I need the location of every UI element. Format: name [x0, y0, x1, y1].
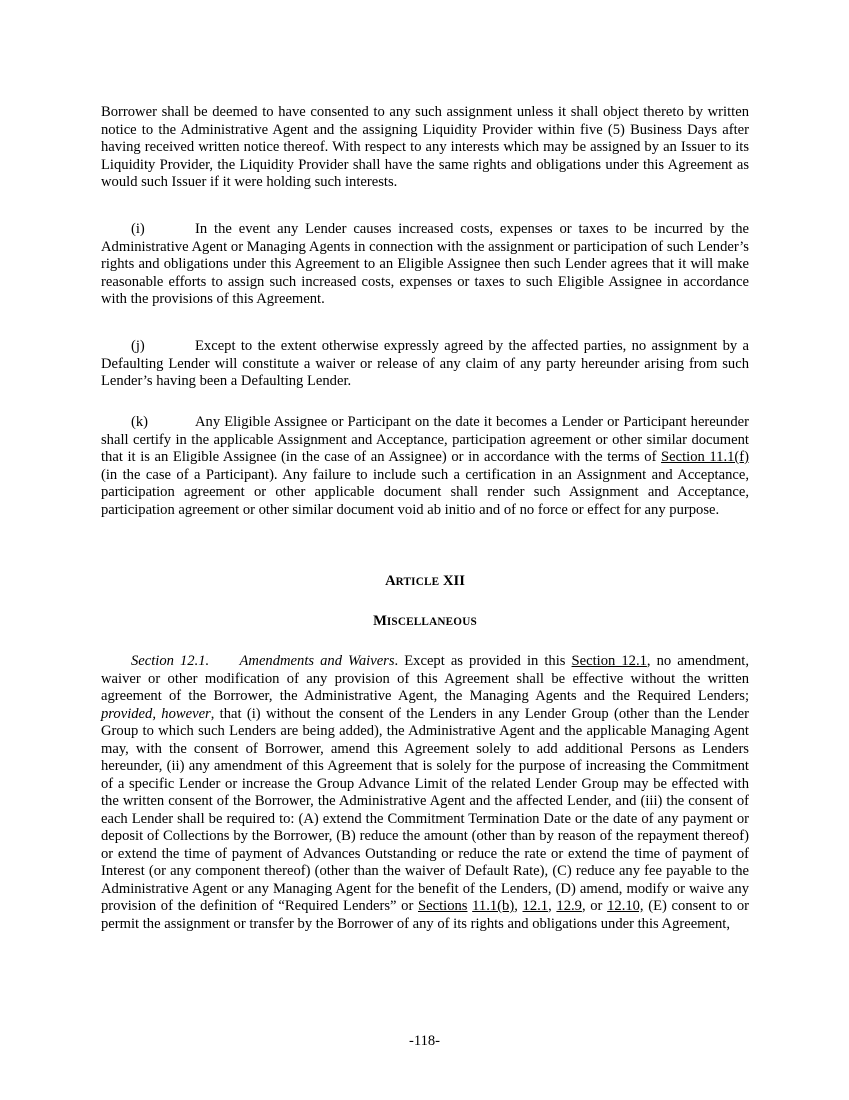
paragraph-text: Any Eligible Assignee or Participant on the date it becomes a Lender or Participant hereunder shall certify in the applicable Assignment and Acceptance, participation agreement or other similar document that it is an Eligible Assignee (in the case of an Assignee) or in accordance with the terms of [101, 414, 749, 465]
paragraph-assignment-consent [101, 104, 749, 192]
section-reference-link[interactable]: 12.10, [607, 898, 644, 914]
page-number: -118- [408, 1033, 441, 1049]
paragraph-text: (in the case of a Participant). Any failure to include such a certification in an Assignment and Acceptance, participation agreement or other applicable document shall render such Assignment and Acceptance, participation agreement or other similar document void ab initio and of no force or effect for any purpose. [101, 466, 749, 518]
paragraph-label: (i) [131, 221, 145, 237]
paragraph-k [101, 414, 749, 519]
paragraph-label: (k) [131, 414, 149, 430]
section-title: Amendments and Waivers [239, 653, 395, 669]
section-reference-link[interactable]: Sections [418, 898, 468, 914]
paragraph-j [101, 338, 749, 391]
section-reference-link[interactable]: Section 11.1(f) [661, 449, 750, 465]
section-number: Section 12.1. [131, 653, 210, 669]
paragraph-i [101, 221, 749, 309]
paragraph-label: (j) [131, 338, 145, 354]
section-reference-link[interactable]: 12.9 [556, 898, 582, 914]
paragraph-text: Borrower shall be deemed to have consented to any such assignment unless it shall object thereto by written notice to the Administrative Agent and the assigning Liquidity Provider within five (5) Business Days after having received written notice thereof. With respect to any interests which may be assigned by an Issuer to its Liquidity Provider, the Liquidity Provider shall have the same rights and obligations under this Agreement as would such Issuer if it were holding such interests. [101, 104, 749, 190]
article-title: MISCELLANEOUS [373, 613, 477, 629]
section-reference-link[interactable]: 11.1(b) [472, 898, 515, 914]
paragraph-text: Except to the extent otherwise expressly agreed by the affected parties, no assignment by a Defaulting Lender will constitute a waiver or release of any claim of any party hereunder arising from such Lender’s having been a Defaulting Lender. [101, 338, 749, 389]
section-reference-link[interactable]: 12.1 [522, 898, 549, 914]
section-reference-link[interactable]: Section 12.1 [571, 653, 647, 669]
paragraph-text: In the event any Lender causes increased costs, expenses or taxes to be incurred by the Administrative Agent or Managing Agents in connection with the assignment or participation of such Lender’s rights and obligations under this Agreement to an Eligible Assignee then such Lender agrees that it will make reasonable efforts to assign such increased costs, expenses or taxes to such Eligible Assignee in accordance with the provisions of this Agreement. [101, 221, 749, 307]
section-12-1-paragraph: Section 12.1. Amendments and Waivers. Except as provided in this Section 12.1, no amendment, waiver or other modification of any provision of this Agreement shall be effective without the written agreement of the Borrower, the Administrative Agent, the Managing Agents and the Required Lenders; provided, however, that (i) without the consent of the Lenders in any Lender Group (other than the Lender Group to which such Lenders are being added), the Administrative Agent and the applicable Managing Agent may, with the consent of Borrower, amend this Agreement solely to add additional Persons as Lenders hereunder, (ii) any amendment of this Agreement that is solely for the purpose of increasing the Commitment of a specific Lender or increase the Group Advance Limit of the related Lender Group may be effected with the written consent of the Borrower, the Administrative Agent and the affected Lender, and (iii) the consent of each Lender shall be required to: (A) extend the Commitment Termination Date or the date of any payment or deposit of Collections by the Borrower, (B) reduce the amount (other than by reason of the repayment thereof) or extend the time of payment of Advances Outstanding or reduce the rate or extend the time of payment of Interest (or any component thereof) (other than the waiver of Default Rate), (C) reduce any fee payable to the Administrative Agent or any Managing Agent for the benefit of the Lenders, (D) amend, modify or waive any provision of the definition of “Required Lenders” or Sections 11.1(b), 12.1, 12.9, or 12.10, (E) consent to or permit the assignment or transfer by the Borrower of any of its rights and obligations under this Agreement, [101, 653, 749, 932]
proviso-text: provided, however [101, 705, 211, 722]
article-heading: ARTICLE XII [385, 573, 465, 589]
